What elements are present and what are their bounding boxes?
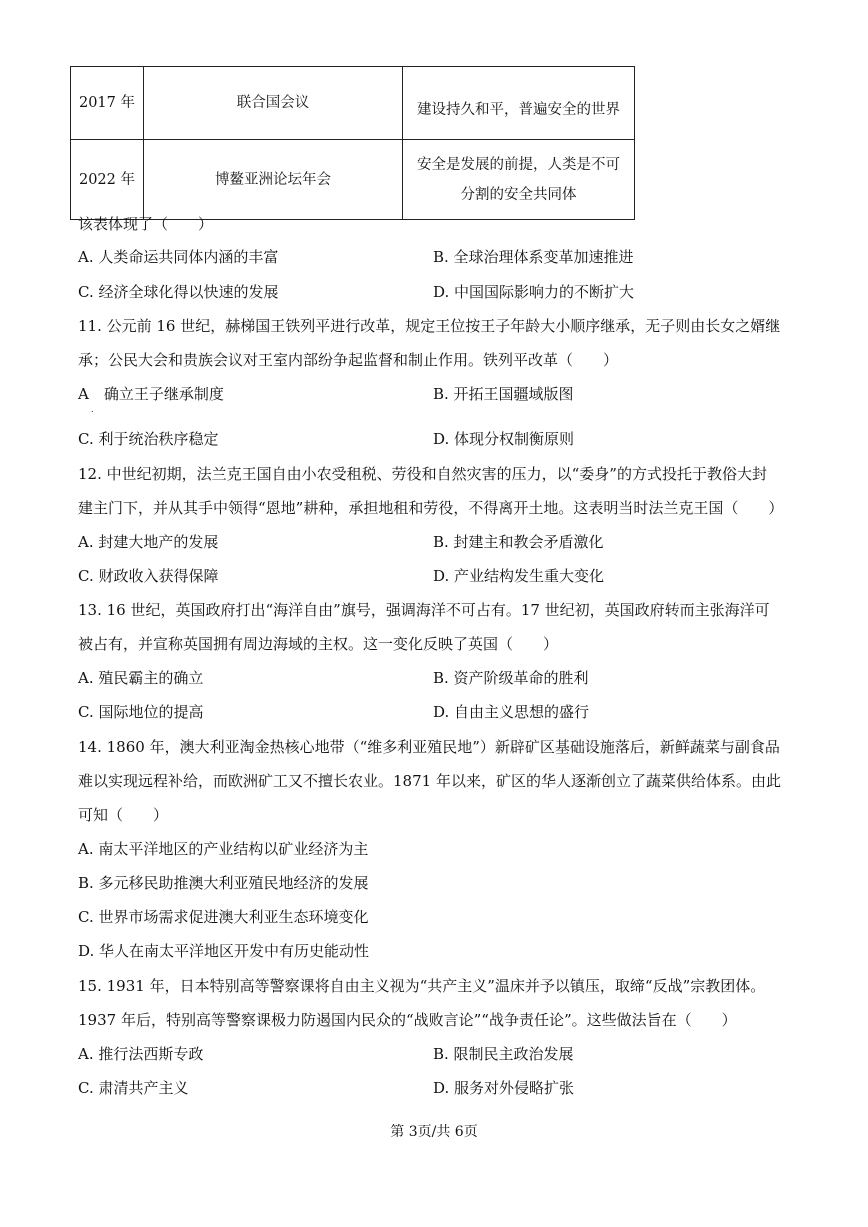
table-cell-content [403,140,635,220]
q14-option-a: A. 南太平洋地区的产业结构以矿业经济为主 [78,840,369,858]
table-cell-content-line: 分割的安全共同体 [460,186,577,203]
q12-stem-line: 建主门下，并从其手中领得“恩地”耕种，承担地租和劳役，不得离开土地。这表明当时法兰克王国（ ） [78,499,784,517]
q14-option-b: B. 多元移民助推澳大利亚殖民地经济的发展 [78,874,369,892]
q15-option-b: B. 限制民主政治发展 [433,1045,574,1063]
q15-option-c: C. 肃清共产主义 [78,1079,189,1097]
table-cell-year: 2022 年 [71,140,144,220]
q13-stem-line: 13. 16 世纪，英国政府打出“海洋自由”旗号，强调海洋不可占有。17 世纪初，英国政府转而主张海洋可 [78,601,770,619]
table-cell-event: 博鳌亚洲论坛年会 [144,140,403,220]
info-table [70,66,635,220]
q10-option-b: B. 全球治理体系变革加速推进 [433,248,634,266]
q15-option-a: A. 推行法西斯专政 [78,1045,204,1063]
q13-option-b: B. 资产阶级革命的胜利 [433,669,589,687]
q11-option-c: C. 利于统治秩序稳定 [78,430,219,448]
q10-option-d: D. 中国国际影响力的不断扩大 [433,283,635,301]
q13-option-a: A. 殖民霸主的确立 [78,669,204,687]
q11-stem-line: 11. 公元前 16 世纪，赫梯国王铁列平进行改革，规定王位按王子年龄大小顺序继承，无子则由长女之婿继 [78,317,781,335]
page-footer: 第 3页/共 6页 [390,1124,478,1140]
q11-option-b: B. 开拓王国疆域版图 [433,385,574,403]
table-cell-event: 联合国会议 [144,67,403,140]
table-cell-year: 2017 年 [71,67,144,140]
q10-option-c: C. 经济全球化得以快速的发展 [78,283,279,301]
q11-stem-line: 承；公民大会和贵族会议对王室内部纷争起监督和制止作用。铁列平改革（ ） [78,351,619,369]
table-cell-content-line: 安全是发展的前提，人类是不可 [417,156,620,173]
q10-option-a: A. 人类命运共同体内涵的丰富 [78,248,279,266]
q13-stem-line: 被占有，并宣称英国拥有周边海域的主权。这一变化反映了英国（ ） [78,635,559,653]
q11-option-d: D. 体现分权制衡原则 [433,430,575,448]
q15-stem-line: 15. 1931 年，日本特别高等警察课将自由主义视为“共产主义”温床并予以镇压，取缔“反战”宗教团体。 [78,977,766,995]
q14-stem-line: 难以实现远程补给，而欧洲矿工又不擅长农业。1871 年以来，矿区的华人逐渐创立了蔬菜供给体系。由此 [78,772,781,790]
table-row [71,67,635,140]
q11-option-a-dot: . [91,405,94,414]
q12-option-d: D. 产业结构发生重大变化 [433,567,605,585]
q11-option-a: A 确立王子继承制度 [78,385,224,403]
q15-option-d: D. 服务对外侵略扩张 [433,1079,575,1097]
q12-stem-line: 12. 中世纪初期，法兰克王国自由小农受租税、劳役和自然灾害的压力，以“委身”的方式投托于教俗大封 [78,465,767,483]
q14-option-c: C. 世界市场需求促进澳大利亚生态环境变化 [78,908,369,926]
q14-stem-line: 可知（ ） [78,806,169,824]
q12-option-b: B. 封建主和教会矛盾激化 [433,533,604,551]
q13-option-d: D. 自由主义思想的盛行 [433,703,590,721]
table-cell-content: 建设持久和平，普遍安全的世界 [403,67,635,140]
q13-option-c: C. 国际地位的提高 [78,703,204,721]
q12-option-c: C. 财政收入获得保障 [78,567,219,585]
q14-option-d: D. 华人在南太平洋地区开发中有历史能动性 [78,942,370,960]
q12-option-a: A. 封建大地产的发展 [78,533,219,551]
q14-stem-line: 14. 1860 年，澳大利亚淘金热核心地带（“维多利亚殖民地”）新辟矿区基础设施落后，新鲜蔬菜与副食品 [78,738,780,756]
q10-stem: 该表体现了（ ） [78,215,214,233]
table-row [71,140,635,220]
q15-stem-line: 1937 年后，特别高等警察课极力防遏国内民众的“战败言论”“战争责任论”。这些做法旨在（ ） [78,1011,737,1029]
